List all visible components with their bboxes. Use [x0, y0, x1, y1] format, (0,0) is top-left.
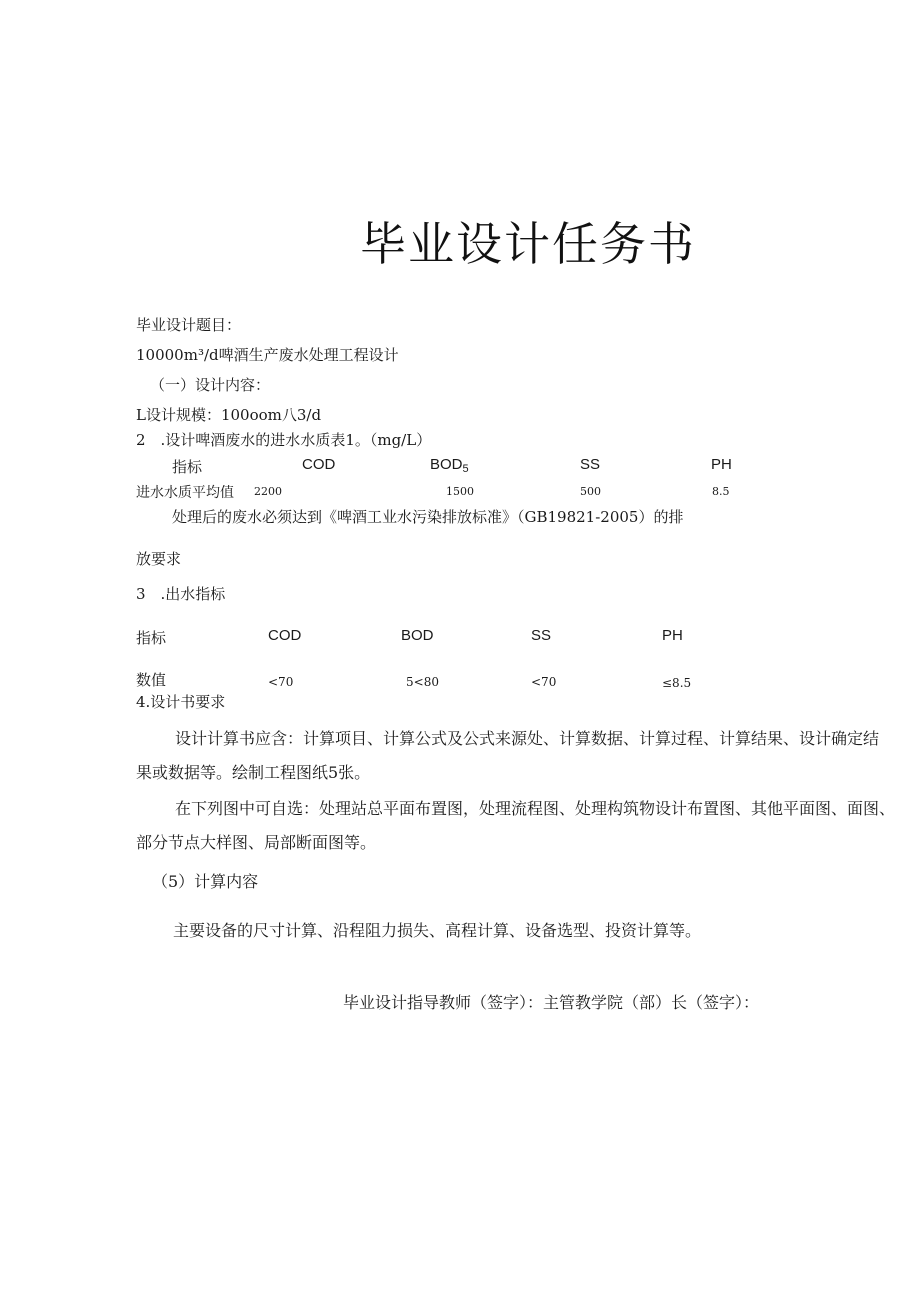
- outlet-header-ph: PH: [662, 627, 683, 644]
- topic-label: 毕业设计题目：: [136, 316, 242, 334]
- inlet-value-ss: 500: [580, 485, 601, 498]
- requirement-line-1: 处理后的废水必须达到《啤酒工业水污染排放标准》（GB19821-2005）的排: [172, 508, 684, 526]
- inlet-value-bod: 1500: [446, 485, 474, 498]
- topic-text: 10000m³/d啤酒生产废水处理工程设计: [136, 346, 399, 364]
- outlet-value-ph: ≤8.5: [662, 676, 692, 690]
- outlet-header-bod: BOD: [401, 627, 434, 644]
- paragraph-main-equipment: 主要设备的尺寸计算、沿程阻力损失、高程计算、设备选型、投资计算等。: [173, 921, 702, 940]
- inlet-value-ph: 8.5: [712, 485, 730, 498]
- item-inlet-quality: 2 .设计啤酒废水的进水水质表1。（mg/L）: [136, 431, 432, 449]
- inlet-header-bod-subscript: 5: [462, 463, 469, 475]
- paragraph-calculation-line-1: 设计计算书应含：计算项目、计算公式及公式来源处、计算数据、计算过程、计算结果、设计确定结: [175, 729, 880, 748]
- inlet-value-cod: 2200: [254, 485, 282, 498]
- section-design-content: （一）设计内容：: [150, 376, 271, 394]
- inlet-header-bod: [430, 456, 469, 475]
- outlet-header-cod: COD: [268, 627, 302, 644]
- item-outlet-indicators: 3 .出水指标: [136, 585, 226, 603]
- document-title: 毕业设计任务书: [360, 217, 696, 271]
- inlet-header-ph: PH: [711, 456, 732, 473]
- outlet-value-cod: <70: [268, 675, 294, 689]
- outlet-value-bod: 5<80: [406, 675, 439, 689]
- inlet-row-label: 进水水质平均值: [136, 485, 234, 501]
- signature-line: 毕业设计指导教师（签字）：主管教学院（部）长（签字）：: [343, 993, 760, 1012]
- outlet-header-indicator: 指标: [136, 629, 167, 647]
- inlet-header-ss: SS: [580, 456, 601, 473]
- paragraph-drawings-line-2: 部分节点大样图、局部断面图等。: [136, 833, 377, 852]
- outlet-header-ss: SS: [531, 627, 552, 644]
- paragraph-calculation-line-2: 果或数据等。绘制工程图纸5张。: [136, 763, 371, 782]
- outlet-row-label: 数值: [136, 671, 167, 689]
- inlet-header-cod: COD: [302, 456, 336, 473]
- item-design-book-requirements: 4.设计书要求: [136, 693, 226, 711]
- item-design-scale: L设计规模：100oom八3/d: [136, 406, 322, 424]
- paragraph-drawings-line-1: 在下列图中可自选：处理站总平面布置图，处理流程图、处理构筑物设计布置图、其他平面图、面图、: [175, 799, 896, 818]
- inlet-header-indicator: 指标: [172, 458, 203, 476]
- section-calculation-content: （5）计算内容: [152, 872, 259, 891]
- inlet-header-bod-text: BOD: [430, 456, 463, 473]
- requirement-line-2: 放要求: [136, 550, 182, 568]
- outlet-value-ss: <70: [531, 675, 557, 689]
